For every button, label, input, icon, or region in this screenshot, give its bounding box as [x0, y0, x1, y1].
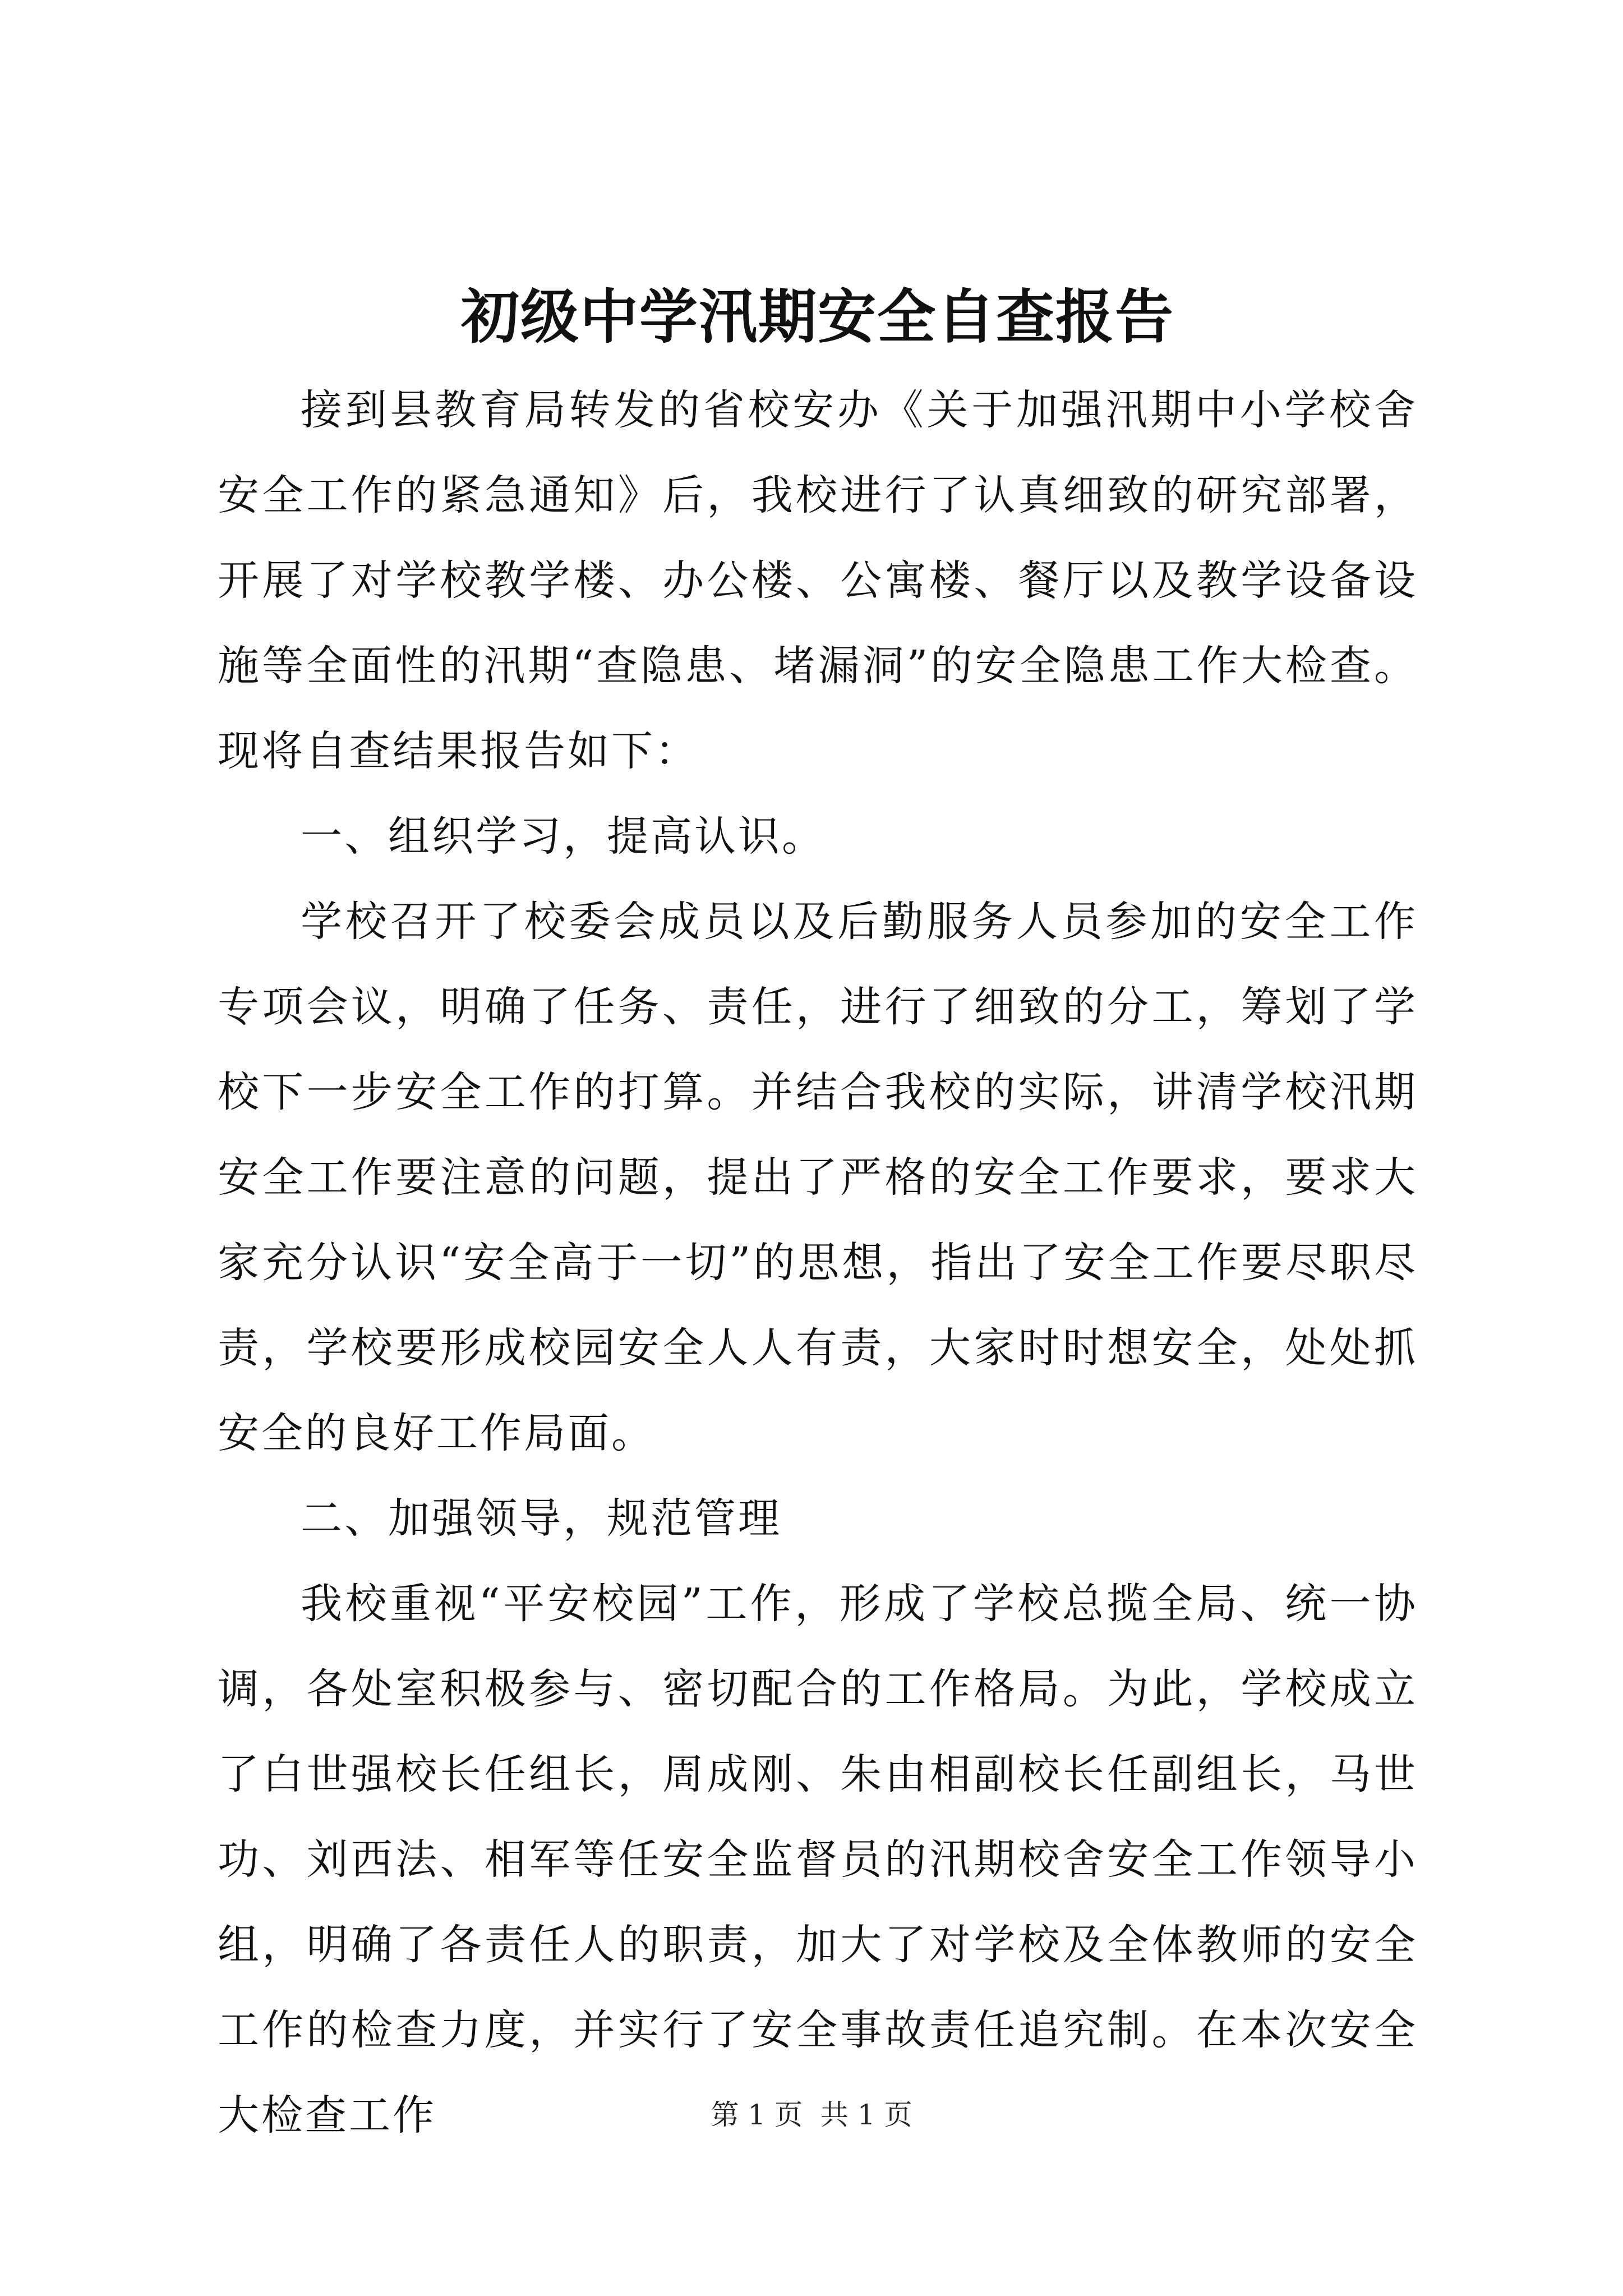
document-body	[218, 280, 1418, 2158]
document-title: 初级中学汛期安全自查报告	[460, 282, 1174, 351]
page-footer: 第 1 页 共 1 页	[711, 2099, 912, 2131]
section-1-paragraph: 学校召开了校委会成员以及后勤服务人员参加的安全工作专项会议，明确了任务、责任，进行了细致的分工，筹划了学校下一步安全工作的打算。并结合我校的实际，讲清学校汛期安全工作要注意的问题，提出了严格的安全工作要求，要求大家充分认识“安全高于一切”的思想，指出了安全工作要尽职尽责，学校要形成校园安全人人有责，大家时时想安全，处处抓安全的良好工作局面。	[218, 898, 1418, 1457]
intro-paragraph: 接到县教育局转发的省校安办《关于加强汛期中小学校舍安全工作的紧急通知》后，我校进行了认真细致的研究部署，开展了对学校教学楼、办公楼、公寓楼、餐厅以及教学设备设施等全面性的汛期“查隐患、堵漏洞”的安全隐患工作大检查。现将自查结果报告如下：	[218, 386, 1418, 775]
section-heading-1: 一、组织学习，提高认识。	[301, 812, 826, 861]
section-2-paragraph: 我校重视“平安校园”工作，形成了学校总揽全局、统一协调，各处室积极参与、密切配合的工作格局。为此，学校成立了白世强校长任组长，周成刚、朱由相副校长任副组长，马世功、刘西法、相军等任安全监督员的汛期校舍安全工作领导小组，明确了各责任人的职责，加大了对学校及全体教师的安全工作的检查力度，并实行了安全事故责任追究制。在本次安全大检查工作	[218, 1580, 1418, 2139]
section-heading-2: 二、加强领导，规范管理	[301, 1494, 782, 1543]
